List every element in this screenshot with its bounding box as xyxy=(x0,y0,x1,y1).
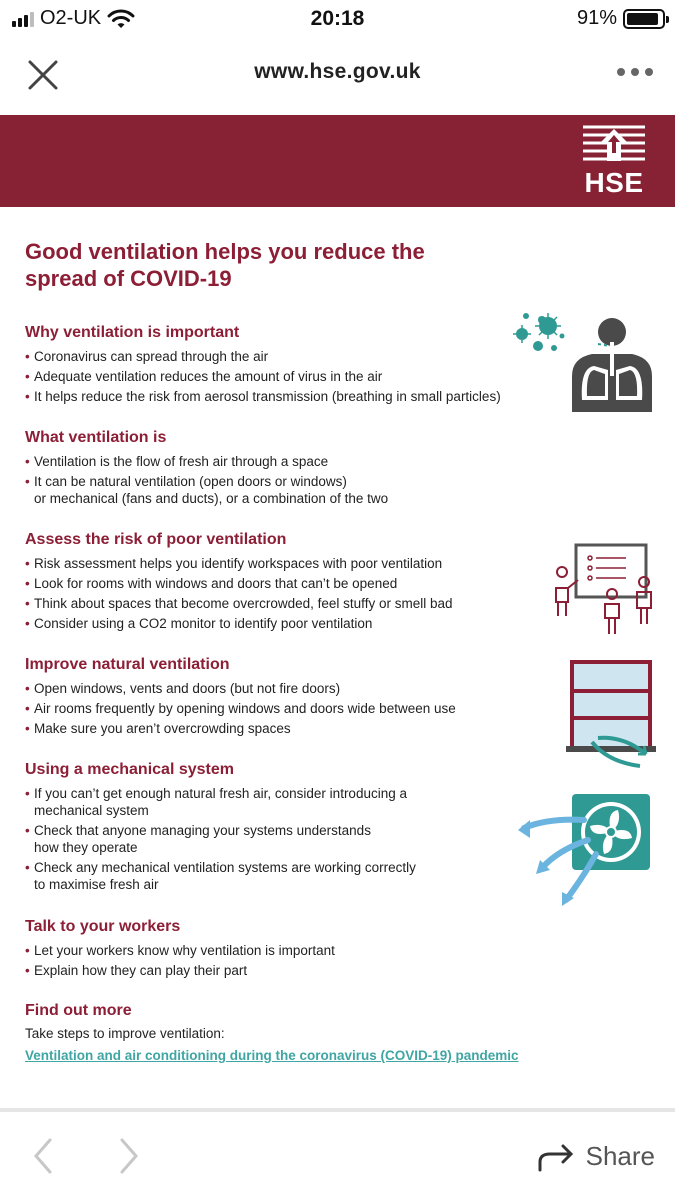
section-heading: Talk to your workers xyxy=(25,918,181,935)
bottom-toolbar xyxy=(0,1112,675,1200)
status-right xyxy=(577,7,665,30)
list-item: • Check any mechanical ventilation systems are working correctly to maximise fresh air xyxy=(25,859,545,893)
window-icon xyxy=(564,658,660,772)
share-label: Share xyxy=(585,1140,655,1171)
list-item: • Check that anyone managing your systems understands how they operate xyxy=(25,822,545,856)
ventilation-guidance-link[interactable]: Ventilation and air conditioning during the coronavirus (COVID-19) pandemic xyxy=(25,1048,519,1063)
list-item: • Coronavirus can spread through the air xyxy=(25,348,545,365)
virus-lungs-icon xyxy=(510,306,660,414)
chevron-left-icon[interactable] xyxy=(30,1136,56,1176)
list-item: • Think about spaces that become overcrowded, feel stuffy or smell bad xyxy=(25,595,545,612)
more-icon[interactable] xyxy=(617,68,653,76)
section-talk-workers xyxy=(25,918,545,982)
share-arrow-icon xyxy=(536,1140,578,1172)
bullet-list xyxy=(25,942,545,979)
bullet-list xyxy=(25,785,545,893)
bullet-list xyxy=(25,555,545,632)
hse-emblem xyxy=(579,123,649,167)
list-item: • Ventilation is the flow of fresh air through a space xyxy=(25,453,545,470)
bullet-list xyxy=(25,680,545,737)
battery-icon xyxy=(623,9,665,29)
battery-fill xyxy=(627,13,658,25)
section-heading: Using a mechanical system xyxy=(25,761,234,778)
section-heading: Assess the risk of poor ventilation xyxy=(25,531,287,548)
list-item: • Look for rooms with windows and doors that can’t be opened xyxy=(25,575,545,592)
hse-logo-icon xyxy=(579,123,649,199)
list-item: • Risk assessment helps you identify workspaces with poor ventilation xyxy=(25,555,545,572)
list-item: • It can be natural ventilation (open doors or windows) or mechanical (fans and ducts), or a combination of the two xyxy=(25,473,545,507)
share-button[interactable] xyxy=(536,1140,655,1172)
section-why-ventilation xyxy=(25,324,545,408)
hse-banner xyxy=(0,115,675,207)
hse-logo-text: HSE xyxy=(584,167,644,198)
page-content xyxy=(25,238,645,292)
section-heading: What ventilation is xyxy=(25,429,167,446)
browser-header xyxy=(0,38,675,114)
status-bar xyxy=(0,0,675,38)
section-heading: Why ventilation is important xyxy=(25,324,240,341)
url-label[interactable]: www.hse.gov.uk xyxy=(254,60,421,83)
list-item: • If you can’t get enough natural fresh air, consider introducing a mechanical system xyxy=(25,785,545,819)
section-what-ventilation xyxy=(25,429,545,510)
bullet-list xyxy=(25,453,545,507)
section-heading: Find out more xyxy=(25,1002,132,1019)
bullet-list xyxy=(25,348,545,405)
page-title: Good ventilation helps you reduce the spread of COVID-19 xyxy=(25,239,425,291)
chevron-right-icon[interactable] xyxy=(116,1136,142,1176)
presentation-icon xyxy=(552,542,660,640)
fan-icon xyxy=(518,790,654,908)
section-natural-ventilation xyxy=(25,656,545,740)
battery-percent: 91% xyxy=(576,7,617,29)
list-item: • It helps reduce the risk from aerosol transmission (breathing in small particles) xyxy=(25,388,545,405)
list-item: • Adequate ventilation reduces the amount of virus in the air xyxy=(25,368,545,385)
list-item: • Explain how they can play their part xyxy=(25,962,545,979)
list-item: • Consider using a CO2 monitor to identify poor ventilation xyxy=(25,615,545,632)
find-out-text: Take steps to improve ventilation: xyxy=(25,1026,225,1041)
section-find-out-more xyxy=(25,1002,625,1065)
list-item: • Make sure you aren’t overcrowding spaces xyxy=(25,720,545,737)
list-item: • Open windows, vents and doors (but not fire doors) xyxy=(25,680,545,697)
carrier-name: O2-UK xyxy=(40,7,102,29)
section-assess-risk xyxy=(25,531,545,635)
section-heading: Improve natural ventilation xyxy=(25,656,230,673)
section-mechanical-system xyxy=(25,761,545,896)
list-item: • Let your workers know why ventilation is important xyxy=(25,942,545,959)
list-item: • Air rooms frequently by opening windows and doors wide between use xyxy=(25,700,545,717)
status-time: 20:18 xyxy=(310,7,365,30)
